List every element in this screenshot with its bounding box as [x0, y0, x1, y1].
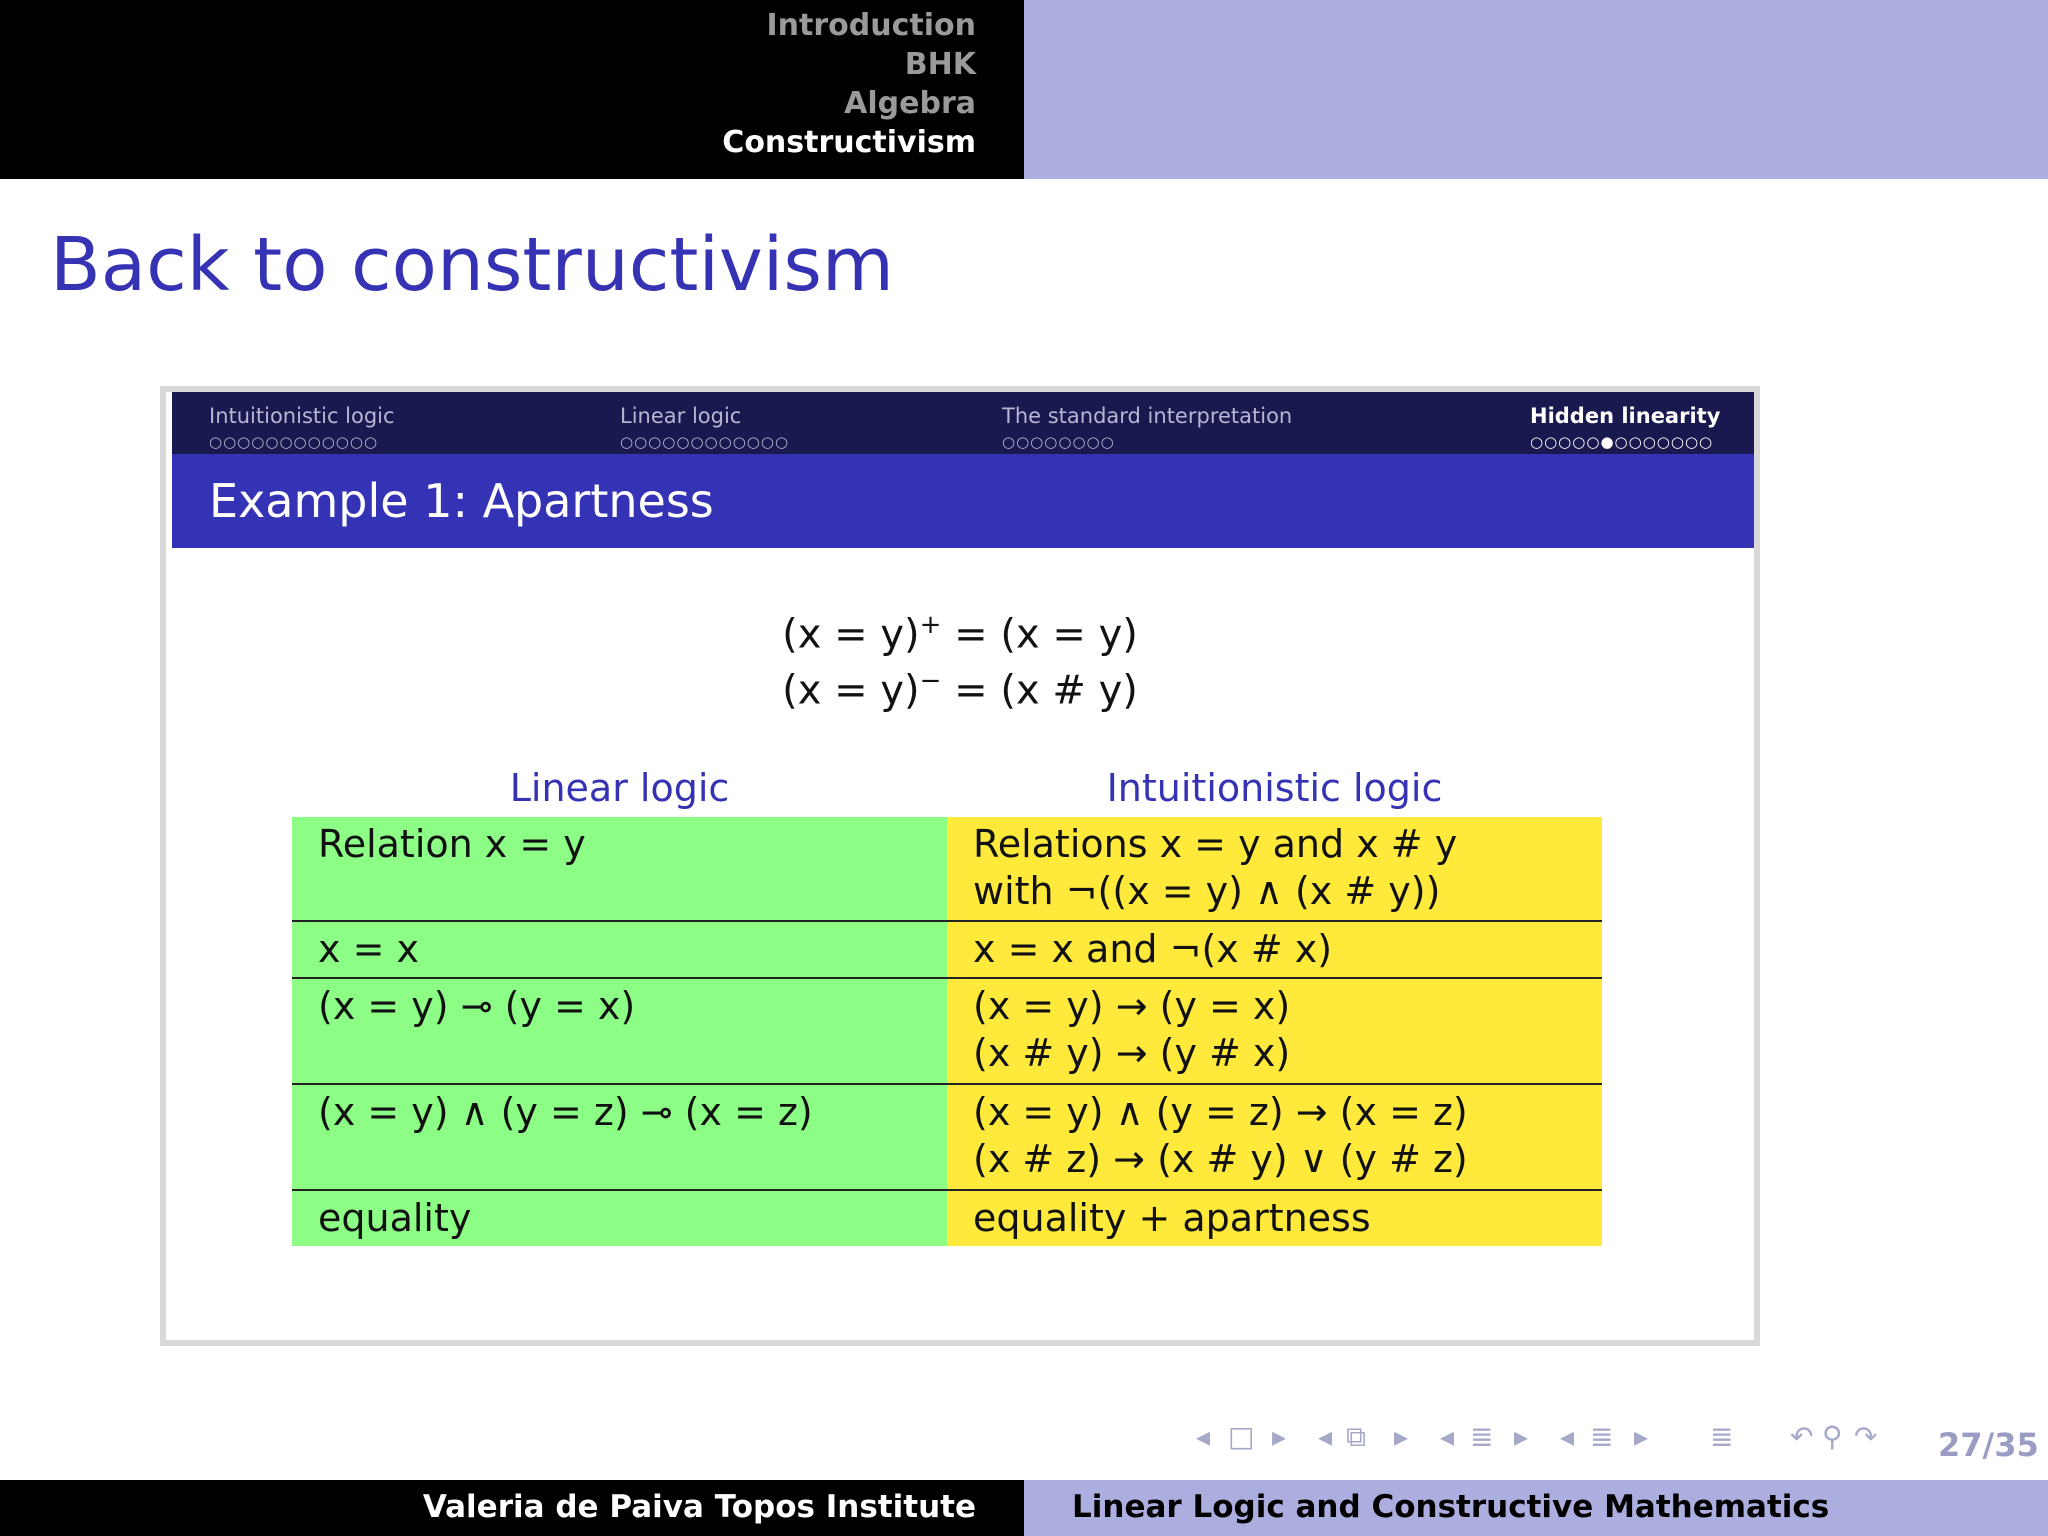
embedded-nav-hidden-linearity: Hidden linearity [1530, 404, 1721, 428]
section-link-introduction[interactable]: Introduction [766, 8, 976, 43]
column-heading-linear: Linear logic [509, 766, 730, 810]
next-section-icon[interactable]: ▸ [1634, 1420, 1649, 1453]
footer-right-bar [1024, 1480, 2048, 1536]
subsection-icon[interactable]: ≣ [1470, 1420, 1494, 1453]
table-row [292, 817, 1602, 921]
page-number: 27/35 [1938, 1426, 2039, 1464]
footer-author: Valeria de Paiva Topos Institute [422, 1489, 976, 1525]
search-icon[interactable]: ⚲ [1822, 1420, 1843, 1453]
embedded-nav-linear-logic: Linear logic [620, 404, 742, 428]
header-left-bar [0, 0, 1024, 179]
slide-icon[interactable]: □ [1228, 1420, 1255, 1453]
prev-section-icon[interactable]: ◂ [1560, 1420, 1575, 1453]
linear-cell: (x = y) ⊸ (y = x) [292, 978, 947, 1084]
slide-title: Back to constructivism [50, 222, 894, 308]
comparison-table [292, 817, 1602, 1246]
section-link-bhk[interactable]: BHK [904, 47, 976, 82]
linear-cell: (x = y) ∧ (y = z) ⊸ (x = z) [292, 1084, 947, 1190]
embedded-nav-dots-3: ○○○○○○○○ [1002, 433, 1115, 451]
column-heading-intuitionistic: Intuitionistic logic [1106, 766, 1443, 810]
section-link-constructivism[interactable]: Constructivism [722, 125, 976, 160]
table-row [292, 921, 1602, 978]
next-slide-icon[interactable]: ▸ [1272, 1420, 1287, 1453]
forward-icon[interactable]: ↷ [1854, 1420, 1878, 1453]
intuitionistic-cell: x = x and ¬(x # x) [947, 921, 1602, 978]
section-icon[interactable]: ≣ [1590, 1420, 1614, 1453]
intuitionistic-cell: equality + apartness [947, 1190, 1602, 1246]
document-icon[interactable]: ≣ [1710, 1420, 1734, 1453]
section-navigation [722, 6, 976, 162]
prev-subsection-icon[interactable]: ◂ [1440, 1420, 1455, 1453]
linear-cell: x = x [292, 921, 947, 978]
intuitionistic-cell: Relations x = y and x # y with ¬((x = y) ∧ (x # y)) [947, 817, 1602, 921]
header-right-bar [1024, 0, 2048, 179]
footer-talk-title: Linear Logic and Constructive Mathematics [1072, 1489, 1830, 1525]
prev-slide-icon[interactable]: ◂ [1196, 1420, 1211, 1453]
prev-frame-icon[interactable]: ◂ [1318, 1420, 1333, 1453]
equation-positive: (x = y)+ = (x = y) [782, 610, 1138, 658]
linear-cell: Relation x = y [292, 817, 947, 921]
back-icon[interactable]: ↶ [1790, 1420, 1814, 1453]
frame-title-bar [172, 454, 1754, 548]
embedded-nav-dots-2: ○○○○○○○○○○○○ [620, 433, 790, 451]
embedded-nav-dots-4: ○○○○○●○○○○○○○ [1530, 433, 1714, 451]
intuitionistic-cell: (x = y) ∧ (y = z) → (x = z) (x # z) → (x # y) ∨ (y # z) [947, 1084, 1602, 1190]
embedded-slide-navbar [172, 392, 1754, 454]
next-subsection-icon[interactable]: ▸ [1514, 1420, 1529, 1453]
equation-negative: (x = y)− = (x # y) [782, 666, 1138, 714]
embedded-nav-intuitionistic-logic: Intuitionistic logic [209, 404, 395, 428]
embedded-nav-dots-1: ○○○○○○○○○○○○ [209, 433, 379, 451]
frame-icon[interactable]: ⧉ [1346, 1420, 1366, 1453]
section-link-algebra[interactable]: Algebra [844, 86, 976, 121]
next-frame-icon[interactable]: ▸ [1394, 1420, 1409, 1453]
frame-title: Example 1: Apartness [209, 474, 714, 528]
intuitionistic-cell: (x = y) → (y = x) (x # y) → (y # x) [947, 978, 1602, 1084]
embedded-nav-standard-interpretation: The standard interpretation [1002, 404, 1293, 428]
linear-cell: equality [292, 1190, 947, 1246]
table-row [292, 978, 1602, 1084]
footer-left-bar [0, 1480, 1024, 1536]
embedded-slide [160, 386, 1760, 1346]
table-row [292, 1190, 1602, 1246]
table-row [292, 1084, 1602, 1190]
